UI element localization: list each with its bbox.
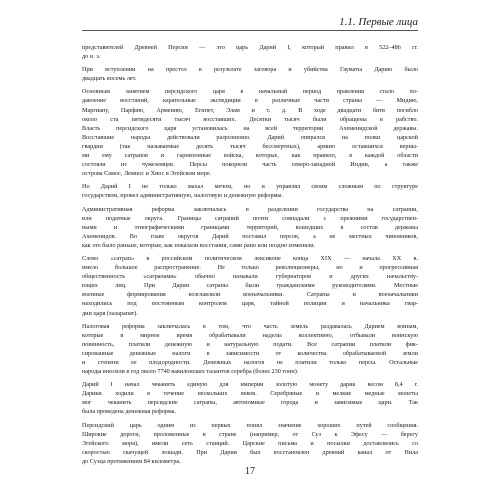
text-line: Эгейского моря), имели сеть станций. Царские письма и посылки доставлялись со (82, 439, 418, 447)
text-line: двадцать восемь лет. (82, 75, 137, 83)
text-line: Административная реформа заключалась в разделении государства на сатрапии, (82, 205, 418, 213)
paragraph (82, 205, 418, 250)
book-page (82, 14, 418, 494)
text-line: находились под постоянным контролем царя, тайной полиции и начальника гвар- (82, 300, 418, 308)
text-line: Ахеменидов. Во главе округов Дарий поставил персов, а не местных чиновников, (82, 232, 418, 240)
text-line: давление восстаний, карательные экспедиции в различные части страны — Мидию, (82, 97, 418, 105)
paragraph (82, 65, 418, 83)
text-line: При вступлении на престол в результате заговора и убийства Гауматы Дарию было (82, 66, 418, 74)
text-line: Маргиану, Парфию, Армению, Египет, Элам и т. д. В ходе двадцати битв погибло (82, 106, 418, 114)
page-number: 17 (245, 466, 255, 477)
text-line: до Суэца протяжением 84 километра. (82, 457, 181, 465)
text-line: Власть персидского царя установилась на всей территории Ахеменидской державы. (82, 124, 418, 132)
text-line: Дарики ходили в течение нескольких веков. Серебряные и мелкие медные монеты (82, 390, 418, 398)
text-line: Широкие дороги, проложенные в стране (например, от Суз к Эфесу — берегу (82, 430, 418, 438)
paragraph (82, 87, 418, 178)
running-head-title: 1.1. Первые лица (339, 16, 418, 28)
text-line: ми ему сатрапов и гарнизонные войска, которые, как правило, в каждой области (82, 152, 418, 160)
text-line: или податные округа. Границы сатрапий почти совпадали с прежними государствен- (82, 214, 418, 222)
text-line: дии царя (хазарапат). (82, 309, 138, 317)
text-line: повинность, платили денежную и натуральную подати. Все сатрапии платили фик- (82, 340, 418, 348)
paragraph (82, 380, 418, 416)
text-line: Восставшие народы действовали разрозненно. Дарий опирался на полки царской (82, 133, 418, 141)
text-line: и степени ее плодородности. Денежных налогов не платили только персы. Остальные (82, 359, 418, 366)
text-line: состояли из чужеземцев. Персы покорили часть северо-западной Индии, а также (82, 161, 418, 169)
text-line: как это было раньше, которые, как показали восстания, сами рано или поздно изменяли. (82, 241, 316, 249)
text-line: Основным занятием персидского царя в начальный период правления стало по- (82, 88, 418, 96)
text-line: до н. э. (82, 53, 101, 61)
text-line: Слово «сатрап» в российском политическом лексиконе конца XIX — начала XX в. (82, 254, 418, 262)
text-line: военные формирования возглавляли военачальники. Сатрапы и военачальники (82, 291, 418, 299)
text-line: острова Самос, Лемнос и Хиос в Эгейском море. (82, 170, 212, 178)
paragraph (82, 421, 418, 466)
text-line: мог чеканить персидские сатрапы, автономные города и зависимые цари. Так (82, 399, 418, 407)
text-line: представителей Древней Персии — это царь Дарий I, который правил в 522–486 гг. (82, 44, 418, 51)
text-line: которые в мирное время обрабатывали наделы коллективно, отбывали воинскую (82, 331, 418, 339)
text-line: народы вносили в год около 7740 вавилонских талантов серебра (более 230 тонн). (82, 368, 299, 376)
text-line: общественность «сатрапами» обычно называли губернаторов и других начальству- (82, 273, 418, 281)
paragraph (82, 43, 418, 61)
text-line: скоростью скачущей лошади. При Дарии был восстановлен древний канал от Нила (82, 448, 418, 456)
text-line: имело большое распространение. Не только революционеры, но и прогрессивная (82, 264, 418, 272)
running-head (82, 14, 418, 32)
text-line: была проведена денежная реформа. (82, 408, 177, 416)
paragraph (82, 254, 418, 318)
text-line: Персидский царь одним из первых понял значение хороших путей сообщения. (82, 421, 418, 429)
text-line: Дарий I начал чеканить единую для империи золотую монету дарик весом 8,4 г. (82, 381, 418, 389)
text-line: сированные денежные налоги в зависимости от количества обрабатываемой земли (82, 349, 418, 357)
text-line: Но Дарий I не только махал мечом, но и управлял своим сложным по структуре (82, 183, 418, 191)
paragraph (82, 322, 418, 377)
header-rule (82, 30, 418, 31)
body-text (82, 43, 418, 470)
text-line: ющих лиц. При Дарии сатрапы были гражданскими руководителями. Местные (82, 282, 418, 290)
text-line: Налоговая реформа заключалась в том, что часть земель раздавалась Дарием воинам, (82, 322, 418, 330)
text-line: гвардии (так называемые десять тысяч бессмертных), армию оставшихся верны- (82, 142, 418, 150)
paragraph (82, 182, 418, 200)
text-line: государством, провел административную, налоговую и денежную реформы. (82, 192, 284, 200)
text-line: около ста пятидесяти тысяч восставших. Десятки тысяч были обращены в рабство. (82, 115, 418, 123)
text-line: ными и этнографическими границами территорий, вошедших в состав державы (82, 223, 418, 231)
